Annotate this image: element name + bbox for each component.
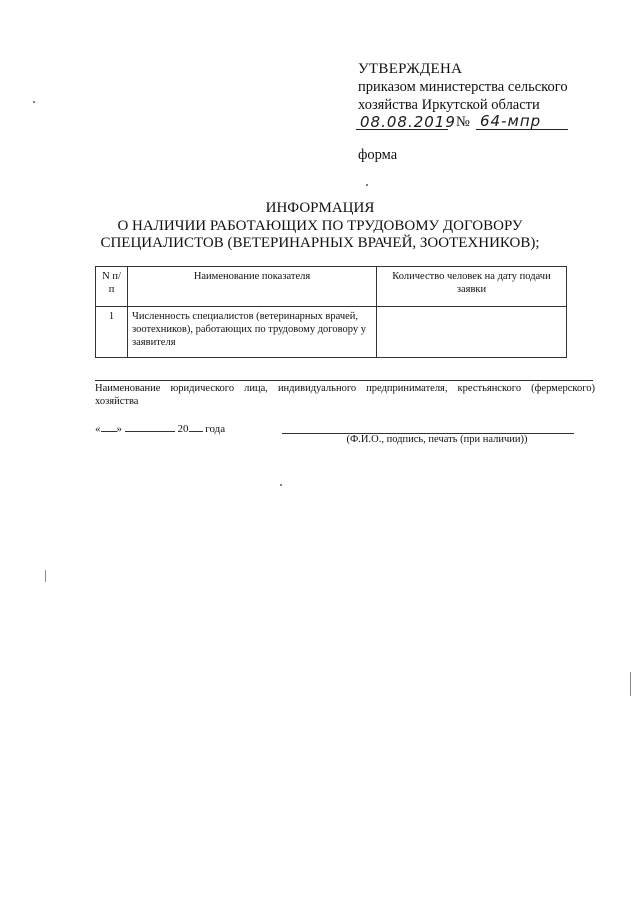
title-line-3: СПЕЦИАЛИСТОВ (ВЕТЕРИНАРНЫХ ВРАЧЕЙ, ЗООТЕХНИКОВ); [100,235,540,251]
approval-line-1: приказом министерства сельского [358,79,568,95]
title-line-2: О НАЛИЧИИ РАБОТАЮЩИХ ПО ТРУДОВОМУ ДОГОВОРУ [117,217,523,234]
scan-speck [280,484,282,486]
date-line [95,420,225,435]
approval-number-handwritten: 64-мпр [480,112,542,130]
header-count: Количество человек на дату подачи заявки [377,267,567,307]
close-quote: » [116,423,122,435]
open-quote: « [95,423,101,435]
day-blank[interactable] [101,420,117,432]
title-line-1: ИНФОРМАЦИЯ [265,200,375,216]
table-header-row [96,267,567,307]
scan-mark [45,570,46,582]
scan-speck [33,101,35,103]
info-table [95,266,567,358]
row-number: 1 [96,307,128,358]
year-suffix: года [205,423,226,435]
approval-heading: УТВЕРЖДЕНА [358,61,463,77]
row-count-value[interactable] [377,307,567,358]
entity-caption: Наименование юридического лица, индивидуального предпринимателя, крестьянского (фермерского) хозяйства [95,383,595,407]
year-blank[interactable] [189,420,203,432]
approval-line-2: хозяйства Иркутской области [358,97,540,113]
row-indicator-name: Численность специалистов (ветеринарных врачей, зоотехников), работающих по трудовому договору у заявителя [128,307,377,358]
scan-mark [630,672,631,696]
signature-caption: (Ф.И.О., подпись, печать (при наличии)) [346,434,528,445]
number-sign: № [456,114,470,130]
header-number: N п/п [96,267,128,307]
month-blank[interactable] [125,420,175,432]
approval-block [358,60,568,114]
entity-name-line[interactable] [95,380,593,381]
form-label: форма [358,147,398,163]
table-row [96,307,567,358]
document-title [60,200,580,253]
approval-date-handwritten: 08.08.2019 [360,113,456,131]
scan-speck [366,184,368,186]
header-indicator: Наименование показателя [128,267,377,307]
year-prefix: 20 [177,423,189,435]
